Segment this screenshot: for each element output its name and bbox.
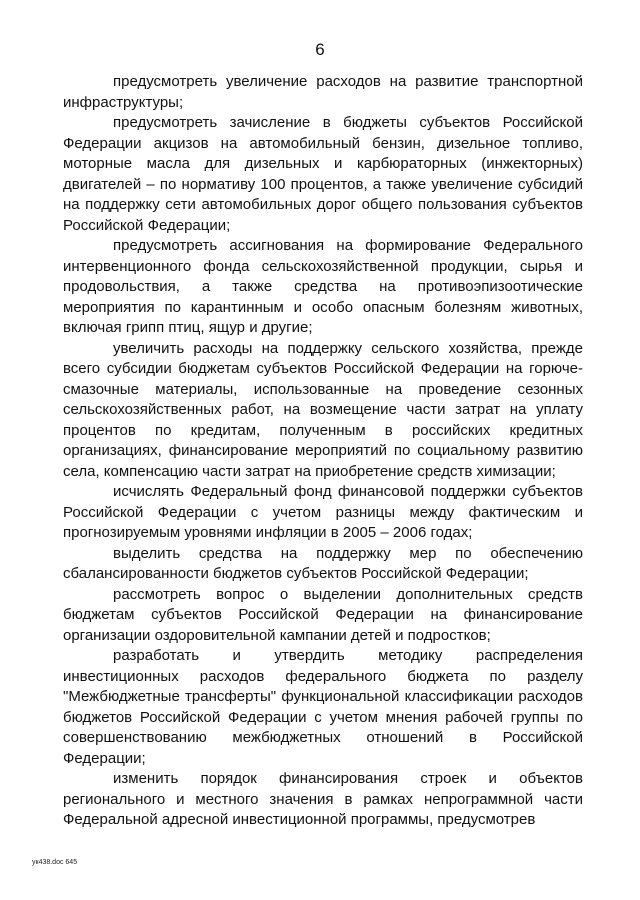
paragraph-health-campaign: рассмотреть вопрос о выделении дополнительных средств бюджетам субъектов Российской Федерации на финансирование организации оздоровительной кампании детей и подростков; xyxy=(63,585,583,644)
document-body xyxy=(63,72,583,831)
paragraph-transport: предусмотреть увеличение расходов на развитие транспортной инфраструктуры; xyxy=(63,73,583,111)
file-footer: ук438.doc 645 xyxy=(32,859,78,866)
paragraph-intervention-fund: предусмотреть ассигнования на формирование Федерального интервенционного фонда сельскохозяйственной продукции, сырья и продовольствия, а также средства на противоэпизоотические мероприятия по карантинным и особо опасным болезням животных, включая грипп птиц, ящур и другие; xyxy=(63,237,583,336)
paragraph-balance: выделить средства на поддержку мер по обеспечению сбалансированности бюджетов субъектов Российской Федерации; xyxy=(63,544,583,582)
paragraph-support-fund: исчислять Федеральный фонд финансовой поддержки субъектов Российской Федерации с учетом разницы между фактическим и прогнозируемым уровнями инфляции в 2005 – 2006 годах; xyxy=(63,483,583,541)
paragraph-financing-order: изменить порядок финансирования строек и объектов регионального и местного значения в рамках непрограммной части Федеральной адресной инвестиционной программы, предусмотрев xyxy=(63,770,583,828)
paragraph-agriculture: увеличить расходы на поддержку сельского хозяйства, прежде всего субсидии бюджетам субъектов Российской Федерации на горюче-смазочные материалы, использованные на проведение сезонных сельскохозяйственных работ, на возмещение части затрат на уплату процентов по кредитам, полученным в российских кредитных организациях, финансирование мероприятий по социальному развитию села, компенсацию части затрат на приобретение средств химизации; xyxy=(63,339,583,480)
paragraph-excise: предусмотреть зачисление в бюджеты субъектов Российской Федерации акцизов на автомобильный бензин, дизельное топливо, моторные масла для дизельных и карбюраторных (инжекторных) двигателей – по нормативу 100 процентов, а также увеличение субсидий на поддержку сети автомобильных дорог общего пользования субъектов Российской Федерации; xyxy=(63,114,583,234)
paragraph-methodology: разработать и утвердить методику распределения инвестиционных расходов федерального бюджета по разделу "Межбюджетные трансферты" функциональной классификации расходов бюджетов Российской Федерации с учетом мнения рабочей группы по совершенствованию межбюджетных отношений в Российской Федерации; xyxy=(63,647,583,767)
page-number: 6 xyxy=(315,40,325,59)
